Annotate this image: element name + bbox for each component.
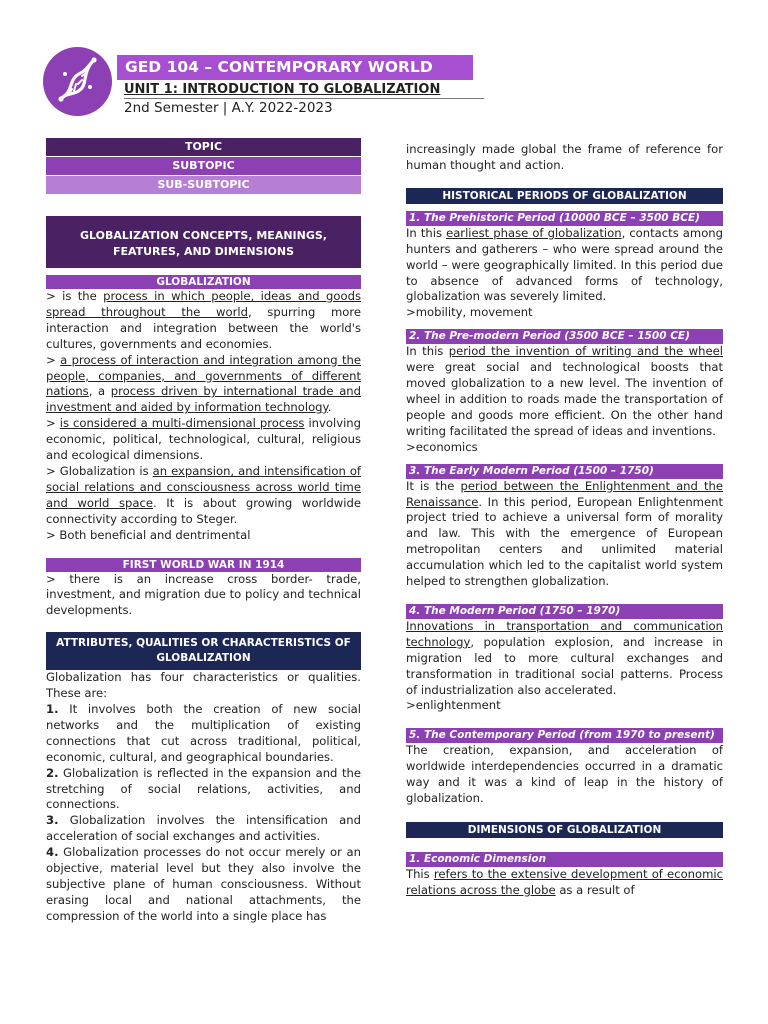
left-column	[46, 138, 361, 925]
period-4-heading: 4. The Modern Period (1750 – 1970)	[406, 604, 723, 619]
period-1-heading: 1. The Prehistoric Period (10000 BCE – 3500 BCE)	[406, 211, 723, 226]
ww1-heading: FIRST WORLD WAR IN 1914	[46, 558, 361, 572]
period-3-heading: 3. The Early Modern Period (1500 – 1750)	[406, 464, 723, 479]
attribute-item-3: 3. Globalization involves the intensification and acceleration of social exchanges and activities.	[46, 813, 361, 844]
period-3-text: It is the period between the Enlightenment and the Renaissance. In this period, European Enlightenment project tried to achieve a universal form of morality and law. This with the emergence of European metropolitan centers and unlimited material accumulation which led to the capitalist world system helped to strengthen globalization.	[406, 478, 724, 589]
section-title: GLOBALIZATION CONCEPTS, MEANINGS, FEATURES, AND DIMENSIONS	[46, 216, 361, 268]
dna-logo	[43, 47, 112, 116]
period-4-note: >enlightenment	[406, 698, 501, 713]
unit-title: UNIT 1: INTRODUCTION TO GLOBALIZATION	[124, 82, 484, 99]
period-5-heading: 5. The Contemporary Period (from 1970 to present)	[406, 728, 723, 743]
attribute-item-2: 2. Globalization is reflected in the expansion and the stretching of social relations, activities, and connections.	[46, 765, 361, 812]
course-title: GED 104 – CONTEMPORARY WORLD	[117, 55, 473, 80]
semester-label: 2nd Semester | A.Y. 2022-2023	[124, 100, 333, 116]
globalization-def-2: > a process of interaction and integration among the people, companies, and governments of different nations, a process driven by international trade and investment and aided by information technology.	[46, 352, 362, 415]
globalization-def-5: > Both beneficial and dentrimental	[46, 527, 251, 542]
dimensions-heading: DIMENSIONS OF GLOBALIZATION	[406, 822, 723, 838]
right-column	[406, 142, 723, 899]
dimension-1-text: This refers to the extensive development of economic relations across the globe as a result of	[406, 867, 723, 897]
historical-periods-heading: HISTORICAL PERIODS OF GLOBALIZATION	[406, 188, 723, 204]
dna-icon	[43, 47, 112, 116]
period-5-text: The creation, expansion, and acceleration of worldwide interdependencies occurred in a dramatic way and it was a kind of leap in the history of globalization.	[406, 743, 723, 806]
dimension-1-heading: 1. Economic Dimension	[406, 852, 723, 867]
continued-text: increasingly made global the frame of reference for human thought and action.	[406, 142, 723, 172]
ww1-text: > there is an increase cross border- trade, investment, and migration due to policy and technical developments.	[46, 571, 361, 618]
period-1-note: >mobility, movement	[406, 305, 533, 320]
legend-topic: TOPIC	[46, 138, 361, 156]
period-2-note: >economics	[406, 439, 478, 454]
period-1-text: In this earliest phase of globalization, contacts among hunters and gatherers – who were spread around the world – were geographically limited. In this period due to absence of advanced forms of technology, globalization was severely limited.	[406, 225, 724, 304]
globalization-def-1: > is the process in which people, ideas and goods spread throughout the world, spurring more interaction and integration between the world's cultures, governments and economies.	[46, 289, 361, 351]
legend-subtopic: SUBTOPIC	[46, 157, 361, 175]
period-4-text: Innovations in transportation and communication technology, population explosion, and increase in migration led to more cultural exchanges and transformation in traditional social patterns. Process of industrialization also accelerated.	[406, 618, 723, 697]
period-2-text: In this period the invention of writing and the wheel were great social and technological boosts that moved globalization to a new level. The invention of wheel in addition to roads made the transportation of people and goods more efficient. On the other hand writing facilitated the spread of ideas and inventions.	[406, 344, 723, 438]
globalization-def-4: > Globalization is an expansion, and intensification of social relations and consciousness across world time and world space. It is about growing worldwide connectivity according to Steger.	[46, 463, 361, 526]
attributes-heading: ATTRIBUTES, QUALITIES OR CHARACTERISTICS OF GLOBALIZATION	[46, 632, 361, 670]
globalization-heading: GLOBALIZATION	[46, 275, 361, 289]
globalization-def-3: > is considered a multi-dimensional process involving economic, political, technological, cultural, religious and ecological dimensions.	[46, 416, 361, 463]
attribute-item-1: 1. It involves both the creation of new social networks and the multiplication of existing connections that cut across traditional, political, economic, cultural, and geographical boundaries.	[46, 702, 361, 764]
attributes-intro: Globalization has four characteristics or qualities. These are:	[46, 670, 361, 701]
period-2-heading: 2. The Pre-modern Period (3500 BCE – 1500 CE)	[406, 329, 723, 344]
attribute-item-4: 4. Globalization processes do not occur merely or an objective, material level but they also involve the subjective plane of human consciousness. Without erasing local and national attachments, the compression of the world into a single place has	[46, 845, 361, 923]
legend-subsubtopic: SUB-SUBTOPIC	[46, 176, 361, 194]
